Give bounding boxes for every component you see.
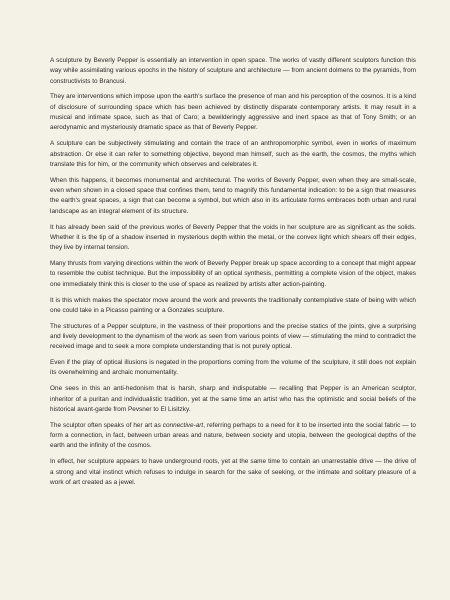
paragraph-4: When this happens, it becomes monumental and architectural. The works of Beverly Pepper, even when they are small-scale, even when shown in a closed space that confines them, tend to magnify this fundamental indication: to be a sign that measures the earth's great spaces, a sign that can become a symbol, but which also in its articulate forms embraces both urban and rural landscape as an integral element of its structure. <box>50 176 416 215</box>
paragraph-3: A sculpture can be subjectively stimulating and contain the trace of an anthropomorphic symbol, even in works of maximum abstraction. Or else it can refer to something objective, beyond man himself, such as the earth, the cosmos, the myths which translate this for him, or the community which observes and celebrates it. <box>50 140 416 168</box>
paragraph-5: It has already been said of the previous works of Beverly Pepper that the voids in her sculpture are as significant as the solids. Whether it is the tip of a shadow inserted in mysterious depth within the metal, or the convex light which shears off their edges, they live by internal tension. <box>50 223 416 252</box>
paragraph-11: The sculptor often speaks of her art as connective-art, referring perhaps to a need for it to be inserted into the social fabric — to form a connection, in fact, between urban areas and nature, between society and utopia, between the geological depths of the earth and the infinity of the cosmos. <box>50 421 416 450</box>
paragraph-7: It is this which makes the spectator move around the work and prevents the traditionally contemplative state of being with which one could take in a Picasso painting or a Gonzales sculpture. <box>50 296 416 314</box>
connective-art-term: connective-art <box>162 421 204 429</box>
paragraph-9: Even if the play of optical illusions is negated in the proportions coming from the volume of the sculpture, it still does not explain its overwhelming and archaic monumentality. <box>50 359 416 377</box>
paragraph-2: They are interventions which impose upon the earth's surface the presence of man and his perception of the cosmos. It is a kind of disclosure of surrounding space which has been achieved by distinctly disparate contemporary artists. It may result in a musical and intimate space, such as that of Caro; a bewilderingly aggressive and inert space as that of Tony Smith; or an aerodynamic and mysteriously dramatic space as that of Beverly Pepper. <box>50 93 416 132</box>
paragraph-12: In effect, her sculpture appears to have underground roots, yet at the same time to contain an unarrestable drive — the drive of a strong and vital instinct which refuses to indulge in search for the sake of seeking, or the intimate and solitary pleasure of a work of art created as a jewel. <box>50 458 416 486</box>
paragraph-8: The structures of a Pepper sculpture, in the vastness of their proportions and the precise statics of the joints, give a surprising and lively development to the dynamism of the work as seen from various points of view — stimulating the mind to contradict the received image and to seek a more complete understanding that is not purely optical. <box>50 322 416 351</box>
paragraph-1: A sculpture by Beverly Pepper is essentially an intervention in open space. The works of vastly different sculptors function this way while assimilating various epochs in the history of sculpture and architecture — from ancient dolmens to the pyramids, from constructivists to Brancusi. <box>50 57 416 85</box>
paragraph-10: One sees in this an anti-hedonism that is harsh, sharp and indisputable — recalling that Pepper is an American sculptor, inheritor of a puritan and individualistic tradition, yet at the same time an artist who has the optimistic and social beliefs of the historical avant-garde from Pevsner to El Lisitzky. <box>50 385 416 413</box>
paragraph-6: Many thrusts from varying directions within the work of Beverly Pepper break up space according to a concept that might appear to resemble the cubist technique. But the impossibility of an optical synthesis, permitting a complete vision of the object, makes one immediately think this is closer to the use of space as realized by artists after action-painting. <box>50 260 416 288</box>
